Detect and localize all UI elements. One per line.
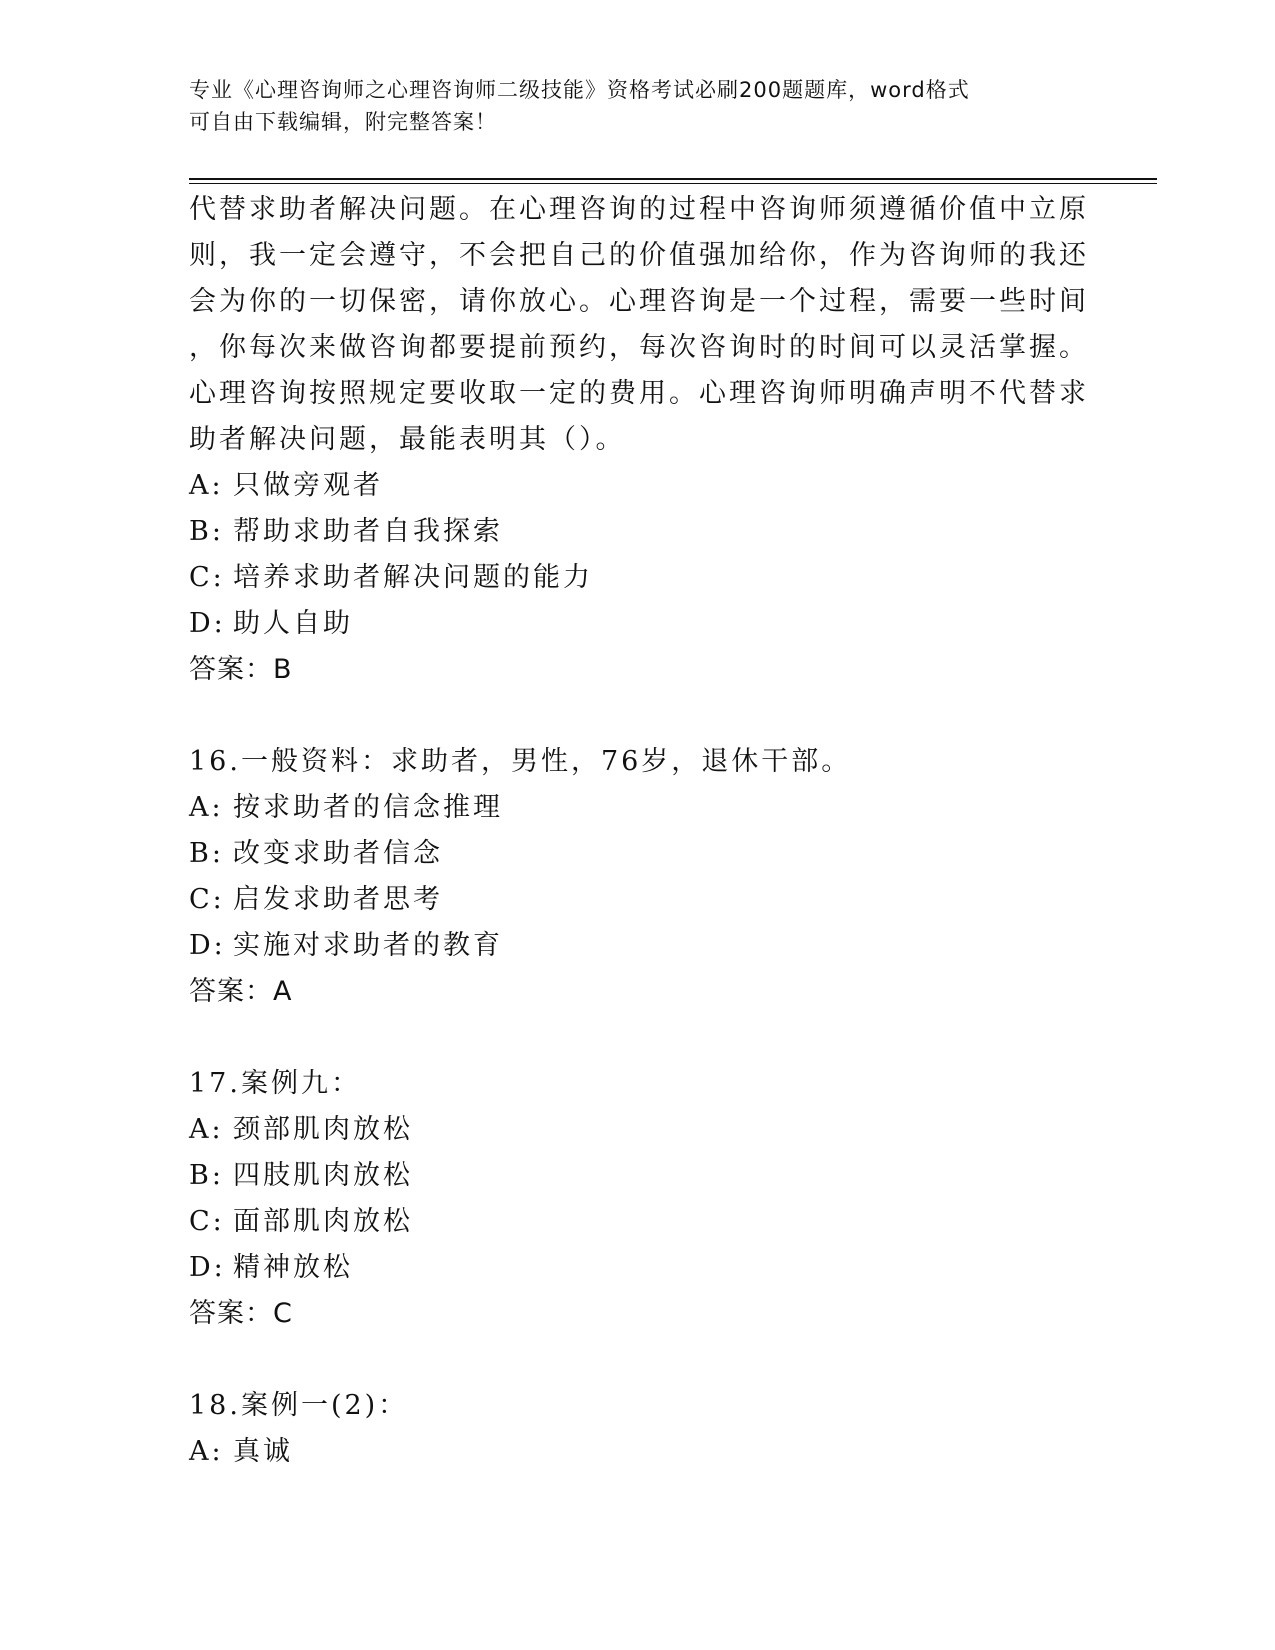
question-15-stem-line: 则，我一定会遵守，不会把自己的价值强加给你，作为咨询师的我还 <box>189 240 1089 271</box>
question-15 <box>189 187 1089 693</box>
header-divider-thick <box>189 178 1157 180</box>
question-18-stem: 18.案例一(2)： <box>189 1390 409 1421</box>
option-text: 启发求助者思考 <box>233 884 443 915</box>
question-17-answer: 答案：C <box>189 1298 293 1329</box>
option-text: 改变求助者信念 <box>233 838 443 869</box>
question-15-stem-line: 助者解决问题，最能表明其（）。 <box>189 424 626 455</box>
question-16-option-c <box>189 877 1089 923</box>
question-15-option-a <box>189 463 1089 509</box>
option-text: 实施对求助者的教育 <box>233 930 503 961</box>
option-letter: D: <box>189 930 226 961</box>
option-letter: D: <box>189 608 226 639</box>
option-letter: D: <box>189 1252 226 1283</box>
option-letter: B: <box>189 838 224 869</box>
question-15-option-c <box>189 555 1089 601</box>
option-text: 真诚 <box>233 1436 293 1467</box>
question-15-stem-line: ，你每次来做咨询都要提前预约，每次咨询时的时间可以灵活掌握。 <box>189 332 1089 363</box>
option-text: 按求助者的信念推理 <box>233 792 503 823</box>
option-text: 四肢肌肉放松 <box>233 1160 413 1191</box>
question-18-option-a <box>189 1429 1089 1475</box>
header-title-line-2: 可自由下载编辑，附完整答案！ <box>189 110 497 134</box>
header-title-line-1: 专业《心理咨询师之心理咨询师二级技能》资格考试必刷200题题库，word格式 <box>189 78 970 102</box>
question-spacer <box>189 1015 1089 1061</box>
question-16-option-a <box>189 785 1089 831</box>
question-17-option-a <box>189 1107 1089 1153</box>
option-letter: C: <box>189 562 225 593</box>
option-letter: A: <box>189 470 224 501</box>
question-spacer <box>189 693 1089 739</box>
option-text: 培养求助者解决问题的能力 <box>233 562 593 593</box>
question-15-option-d <box>189 601 1089 647</box>
option-text: 帮助求助者自我探索 <box>233 516 503 547</box>
header-divider-thin <box>189 183 1157 184</box>
question-15-answer: 答案：B <box>189 654 293 685</box>
question-16-stem: 16.一般资料：求助者，男性，76岁，退休干部。 <box>189 746 852 777</box>
question-17 <box>189 1061 1089 1337</box>
option-letter: B: <box>189 516 224 547</box>
option-letter: A: <box>189 1114 224 1145</box>
question-18 <box>189 1383 1089 1475</box>
option-text: 精神放松 <box>233 1252 353 1283</box>
question-16-option-b <box>189 831 1089 877</box>
question-17-option-d <box>189 1245 1089 1291</box>
question-16-answer: 答案：A <box>189 976 293 1007</box>
question-15-stem-line: 心理咨询按照规定要收取一定的费用。心理咨询师明确声明不代替求 <box>189 378 1089 409</box>
question-16 <box>189 739 1089 1015</box>
option-text: 只做旁观者 <box>233 470 383 501</box>
document-header <box>189 74 1089 138</box>
option-text: 面部肌肉放松 <box>233 1206 413 1237</box>
option-letter: C: <box>189 884 225 915</box>
option-letter: A: <box>189 1436 224 1467</box>
question-15-option-b <box>189 509 1089 555</box>
question-17-option-b <box>189 1153 1089 1199</box>
question-spacer <box>189 1337 1089 1383</box>
option-letter: C: <box>189 1206 225 1237</box>
question-16-option-d <box>189 923 1089 969</box>
question-list <box>189 187 1089 1475</box>
option-letter: B: <box>189 1160 224 1191</box>
question-17-stem: 17.案例九： <box>189 1068 361 1099</box>
question-17-option-c <box>189 1199 1089 1245</box>
option-text: 助人自助 <box>233 608 353 639</box>
question-15-stem-line: 会为你的一切保密，请你放心。心理咨询是一个过程，需要一些时间 <box>189 286 1089 317</box>
option-text: 颈部肌肉放松 <box>233 1114 413 1145</box>
option-letter: A: <box>189 792 224 823</box>
question-15-stem-line: 代替求助者解决问题。在心理咨询的过程中咨询师须遵循价值中立原 <box>189 194 1089 225</box>
